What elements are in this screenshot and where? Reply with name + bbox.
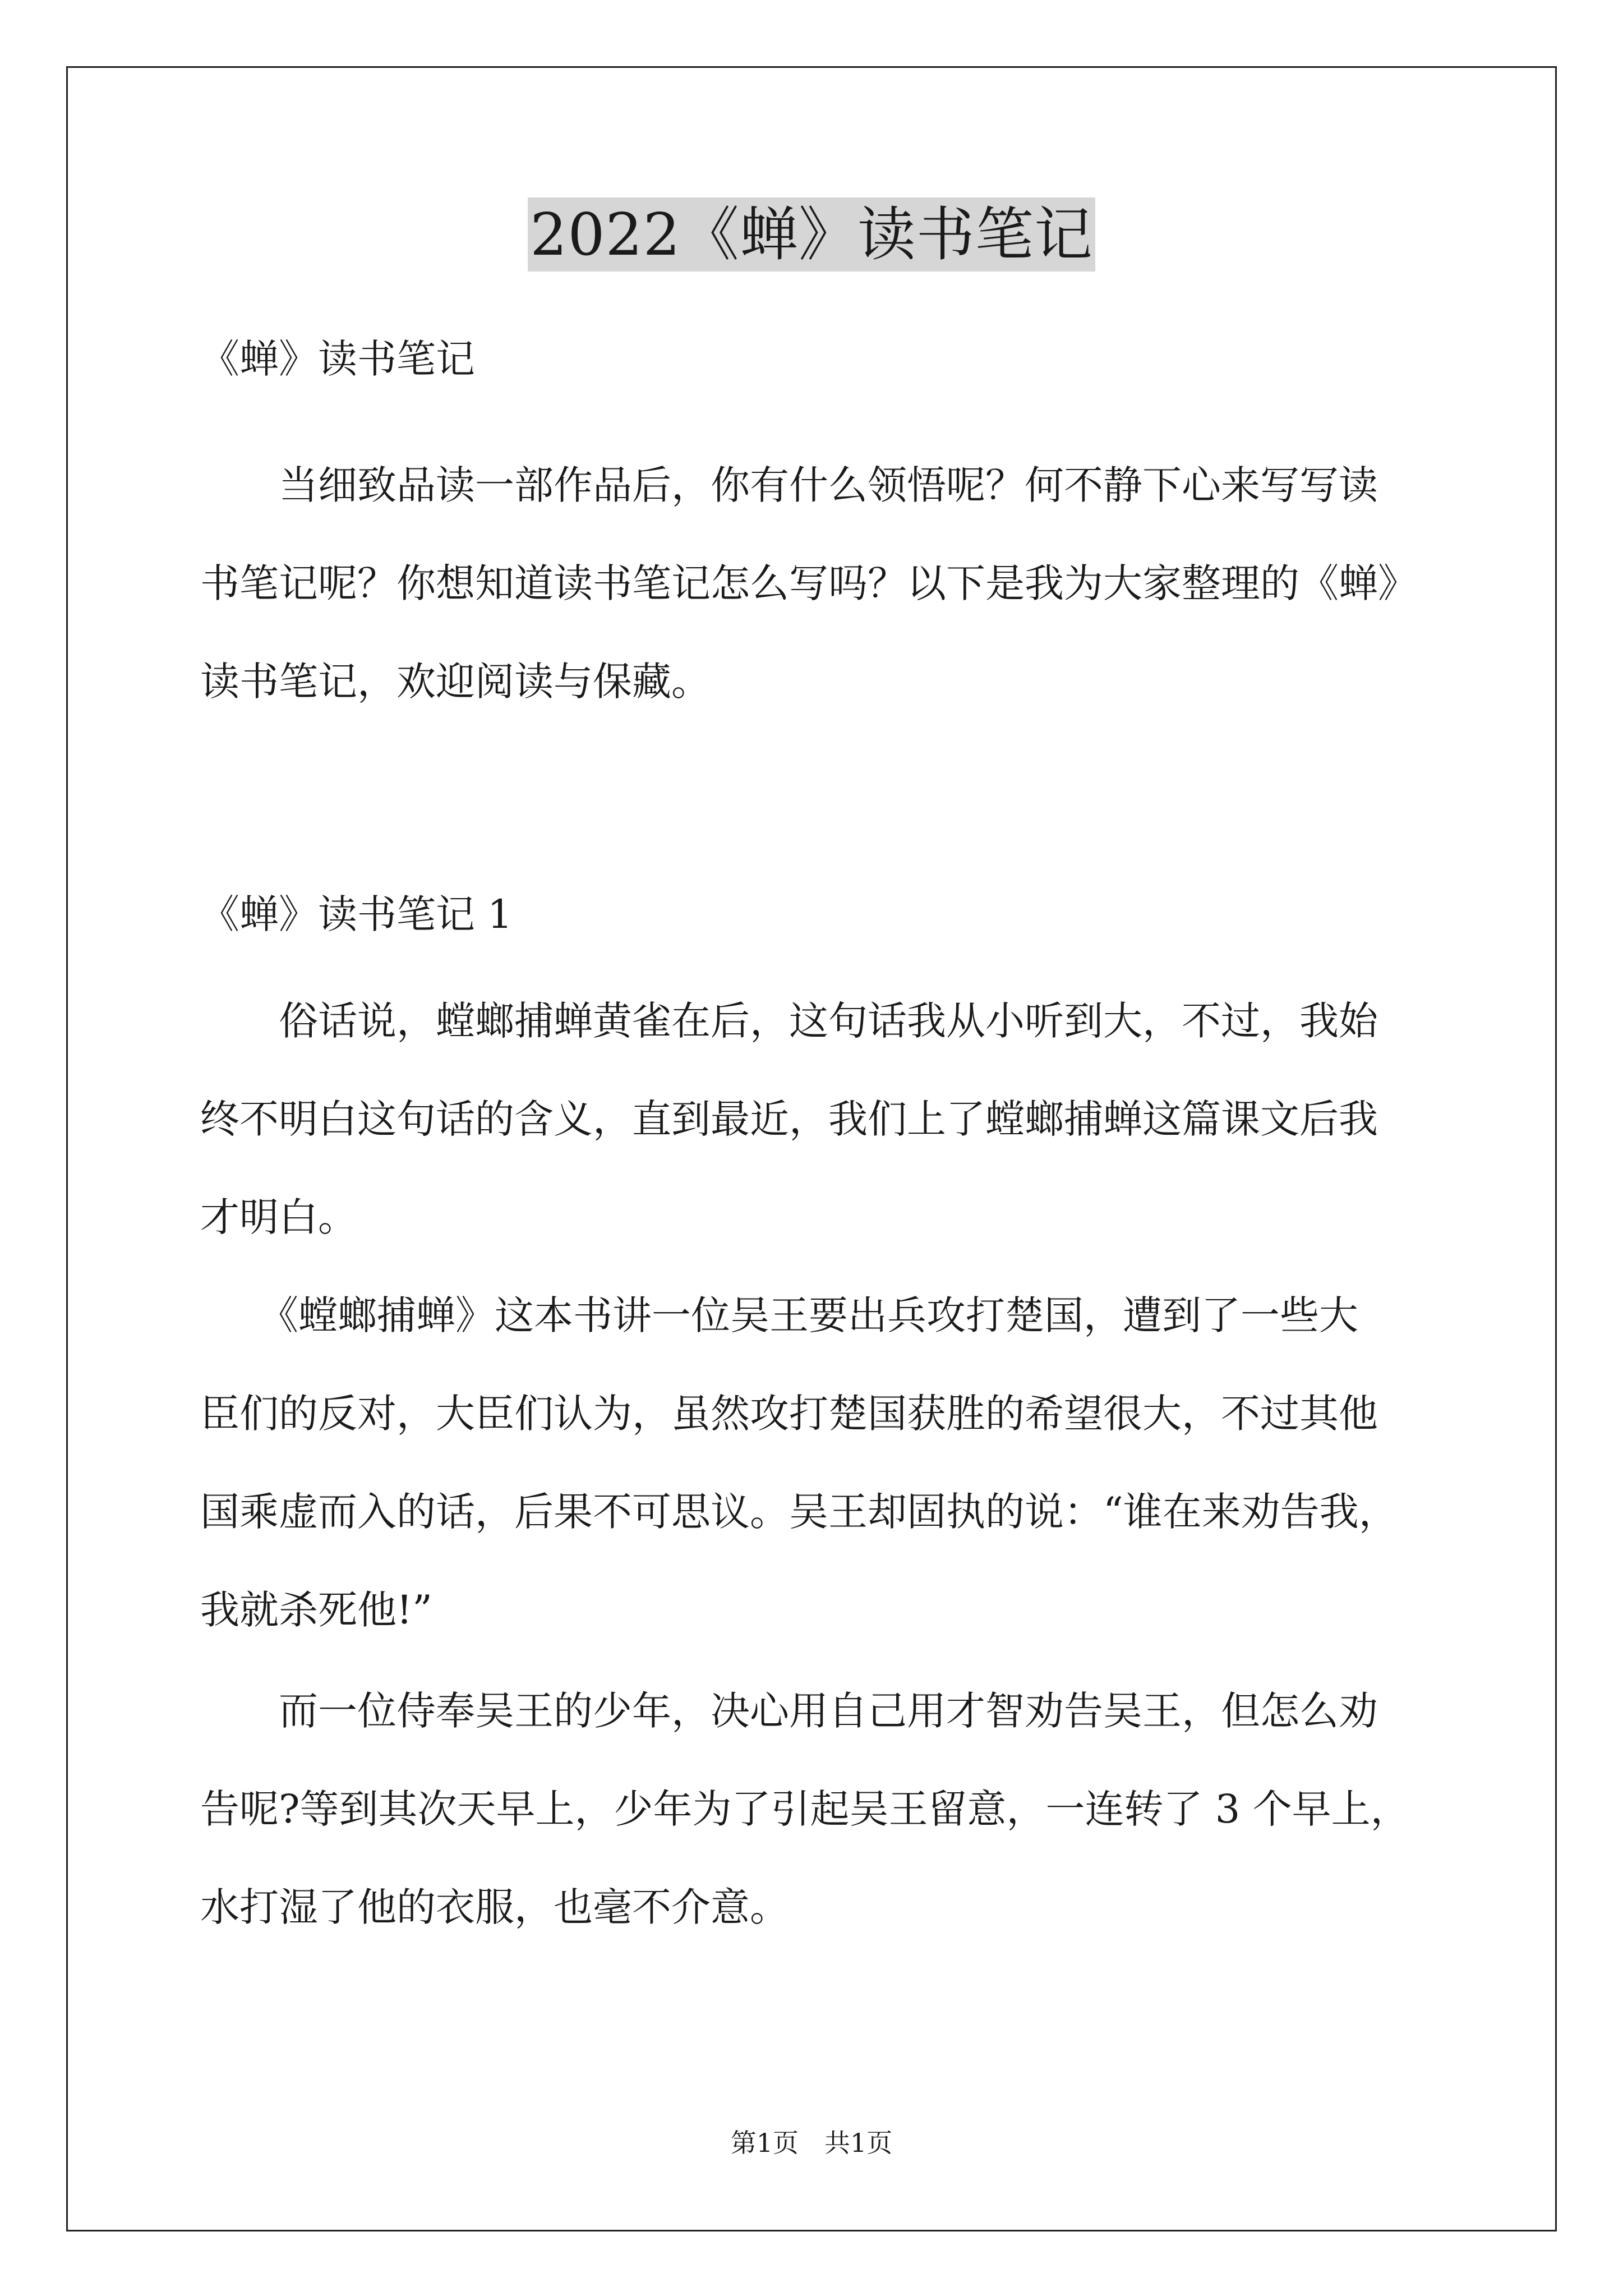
- section-heading: 《蝉》读书笔记 1: [200, 891, 513, 937]
- paragraph-line: 国乘虚而入的话，后果不可思议。吴王却固执的说：“谁在来劝告我，: [200, 1489, 1398, 1535]
- paragraph-line: 水打湿了他的衣服，也毫不介意。: [200, 1884, 789, 1930]
- paragraph-line: 终不明白这句话的含义，直到最近，我们上了螳螂捕蝉这篇课文后我: [200, 1096, 1378, 1142]
- paragraph-line: 当细致品读一部作品后，你有什么领悟呢？何不静下心来写写读: [200, 462, 1378, 508]
- paragraph-line: 书笔记呢？你想知道读书笔记怎么写吗？以下是我为大家整理的《蝉》: [200, 560, 1417, 606]
- document-title-wrapper: [0, 197, 1623, 270]
- document-title: 2022《蝉》读书笔记: [528, 197, 1095, 272]
- paragraph-line: 俗话说，螳螂捕蝉黄雀在后，这句话我从小听到大，不过，我始: [200, 998, 1378, 1044]
- paragraph-line: 《螳螂捕蝉》这本书讲一位吴王要出兵攻打楚国，遭到了一些大: [200, 1292, 1358, 1338]
- paragraph-line: 告呢?等到其次天早上，少年为了引起吴王留意，一连转了 3 个早上，: [200, 1786, 1410, 1832]
- subtitle-line: 《蝉》读书笔记: [200, 336, 475, 382]
- page-footer: 第1页 共1页: [730, 2128, 893, 2158]
- paragraph-line: 臣们的反对，大臣们认为，虽然攻打楚国获胜的希望很大，不过其他: [200, 1391, 1378, 1437]
- paragraph-line: 读书笔记，欢迎阅读与保藏。: [200, 659, 711, 705]
- paragraph-line: 我就杀死他!”: [200, 1587, 432, 1633]
- paragraph-line: 才明白。: [200, 1194, 357, 1240]
- paragraph-line: 而一位侍奉吴王的少年，决心用自己用才智劝告吴王，但怎么劝: [200, 1688, 1378, 1734]
